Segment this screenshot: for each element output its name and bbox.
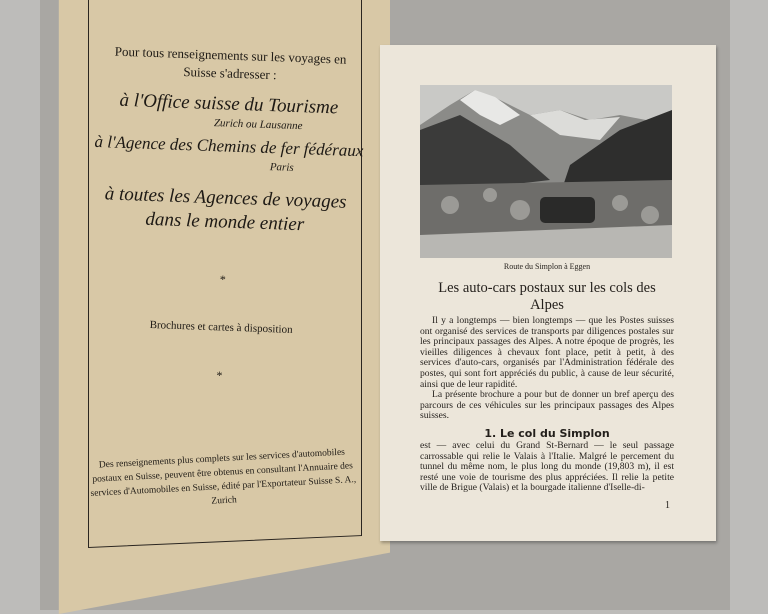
brochures-text: Brochures et cartes à disposition (149, 318, 293, 336)
monde-entier: dans le monde entier (145, 208, 305, 236)
star-separator: * (219, 272, 227, 287)
paragraph: Il y a longtemps — bien longtemps — que les Postes suisses ont organisé des services de transports par diligences postales sur les principaux passages des Alpes. A notre époque de progrès, les vieilles diligences à chevaux font place, petit à petit, à des services d'auto-cars, organisés par l'Administration fédérale des postes, qui sont fort appréciés du public, à cause de leur sécurité, ainsi que de leur rapidité. (420, 315, 674, 390)
intro-paragraphs (420, 316, 674, 422)
article-title: Les auto-cars postaux sur les cols des Alpes (438, 280, 656, 313)
office-tourisme: à l'Office suisse du Tourisme (119, 89, 339, 119)
mountain-photo (420, 85, 672, 258)
footer-text: Des renseignements plus complets sur les services d'automobiles postaux en Suisse, peuvent être obtenus en consultant l'Annuaire des services d'Automobiles en Suisse, édité par l'Exportateur Suisse S. A., Zurich (90, 447, 357, 507)
page-number: 1 (665, 499, 670, 511)
agence-city: Paris (269, 161, 294, 174)
photo-caption: Route du Simplon à Eggen (503, 262, 591, 271)
intro-text: Pour tous renseignements sur les voyages en Suisse s'adresser : (114, 43, 347, 83)
star-separator: * (216, 368, 223, 383)
simplon-paragraph (420, 441, 674, 494)
agences-voyages: à toutes les Agences de voyages (104, 183, 347, 213)
left-page-content (86, 42, 364, 387)
agence-cff: à l'Agence des Chemins de fer fédéraux (94, 131, 364, 161)
right-page (380, 45, 716, 541)
office-cities: Zurich ou Lausanne (213, 117, 303, 133)
paragraph: La présente brochure a pour but de donner un bref aperçu des parcours de ces véhicules sur les principaux passages des Alpes suisses. (420, 389, 674, 422)
article-column (420, 262, 674, 512)
section-title: 1. Le col du Simplon (484, 426, 610, 440)
paragraph: est — avec celui du Grand St-Bernard — le seul passage carrossable qui relie le Valais à l'Italie. Malgré le percement du tunnel du même nom, le plus long du monde (19,803 m), il est resté une voie de tourisme des plus appréciées. Il relie la petite ville de Brigue (Valais) et la bourgade italienne d'Iselle-di- (420, 439, 674, 494)
